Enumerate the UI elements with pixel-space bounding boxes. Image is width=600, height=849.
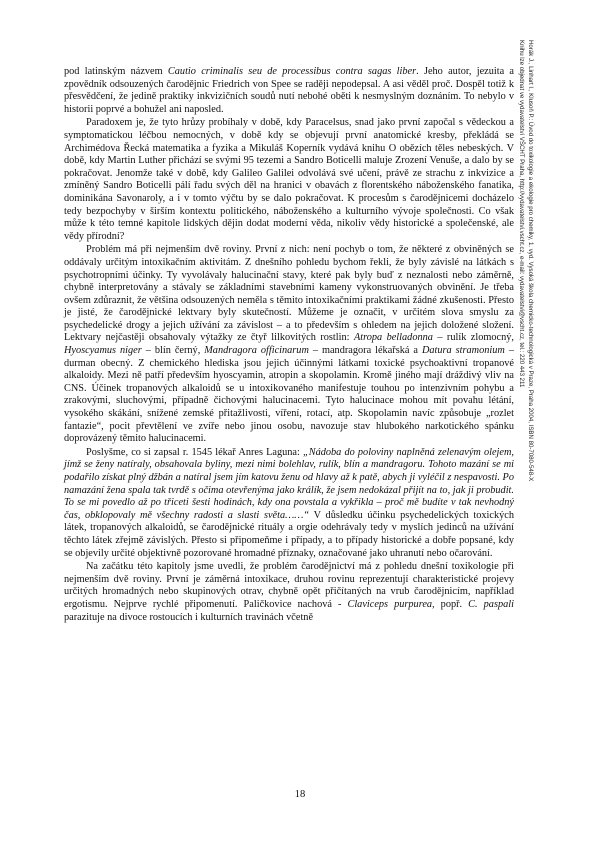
text-run: V důsledku účinku psychedelických toxických látek, tropanových alkaloidů, se čarodějnické rituály a orgie odehrávaly tedy v myslích jedinců na užívání těchto látek zřejmě závislých. Přesto si připomeňme i případy, a to případy historické a dobře popsané, kdy se objevily určité objektivně pozorované hromadné příznaky, označované jako uhranutí nebo očarování. (64, 509, 514, 559)
text-run: – blín černý, (141, 345, 205, 357)
text-run: popř. (434, 598, 469, 610)
text-run: – mandragora lékařská a (308, 345, 422, 357)
text-run: pod latinským názvem (64, 66, 168, 77)
paragraph (64, 66, 514, 116)
paragraph (64, 244, 514, 446)
text-run: Problém má při nejmenším dvě roviny. První z nich: není pochyb o tom, že některé z obviněných se oddávaly určitým intoxikačním aktivitám. Z dnešního pohledu bychom řekli, že byly závislé na látkách s psychotropními účinky. Ty vyvolávaly halucinační stavy, které pak byly buď z neznalosti nebo záměrně, chybně interpretovány a stávaly se základními stavebními kameny vykonstruovaných obvinění. Je třeba ovšem zdůraznit, že většina odsouzených neměla s těmito intoxikačními praktikami žádné zkušenosti. Přesto je jisté, že čarodějnické lektvary byly skutečností. Můžeme je označit, v určitém slova smyslu za psychedelické drogy a jejich užívání za závislost – a to především s ohledem na jejich doložené složení. Lektvary nejčastěji obsahovaly výtažky ze čtyř lilkovitých rostlin: (64, 244, 514, 344)
text-run: Paradoxem je, že tyto hrůzy probíhaly v době, kdy Paracelsus, snad jako první započal s vědeckou a symptomatickou léčbou nemocných, v době kdy se objevují první anatomické kresby, překládá se Archimédova Řecká matematika a fyzika a Mikuláš Koperník vydává knihu O obězích těles nebeských. V době, kdy Martin Luther přichází se svými 95 tezemi a Sandro Boticelli maluje Zrození Venuše, a dalo by se pokračovat. Jenomže také v době, kdy Galileo Galilei odvolává své učení, právě ze strachu z inkvizice a zmíněný Sandro Boticelli pálí řadu svých děl na hranici v obavách z florentského náboženského fanatika, dominikána Savonaroly, a i v tomto výčtu by se dalo pokračovat. K procesům s čarodějnicemi docházelo tedy bezpochyby v širším kontextu politického, náboženského a kulturního vývoje společnosti. Co však může k této temné kapitole lidských dějin dodat moderní věda, nikoliv vědy historické a společenské, ale vědy přírodní? (64, 117, 514, 242)
italic-text: Mandragora officinarum (204, 345, 309, 357)
text-run: – rulík zlomocný, (432, 332, 514, 344)
italic-text: Atropa belladonna (353, 332, 433, 344)
paragraph (64, 447, 514, 560)
italic-text: „Nádoba do poloviny naplněná zelenavým olejem, jímž se ženy natíraly, obsahovala byliny, mezi nimi bolehlav, rulík, blín a mandragoru. Tohoto mazání se mi podařilo získat plný džbán a natíral jsem jím katovu ženu od hlavy až k patě, abych ji vyléčil z nespavosti. Po namazání žena spala tak tvrdě s očima otevřenýma jako králík, že jsem nedokázal přijít na to, jak ji probudit. To se mi povedlo až po třiceti šesti hodinách, kdy ona povstala a vykřikla – proč mě budíte v tak nevhodný čas, obklopovaly mě všechny radosti a slasti světa……“ (64, 446, 514, 521)
paragraph (64, 561, 514, 624)
text-run: Na začátku této kapitoly jsme uvedli, že problém čarodějnictví má z pohledu dnešní toxikologie při nejmenším dvě roviny. První je záměrná intoxikace, druhou rovinu reprezentují charakteristické projevy určitých hromadných nebo skupinových otrav, chybně opět přičítaných na vrub čarodějnicím, například ergotismu. Nejprve rychlé připomenutí. Paličkovice nachová - (64, 561, 514, 610)
page-number: 18 (294, 789, 306, 800)
italic-text: Datura stramonium (421, 345, 505, 357)
side-citation-line-2: Knihu lze objednat ve vydavatelství VŠCHT Praha, http://vydavatelstvi.vscht.cz, e-mail: vydavatelstvi@vscht.cz, tel.: 220 443 211 (518, 40, 525, 388)
text-run: . Jeho autor, jezuita a zpovědník odsouzených čarodějnic Friedrich von Spee se raději nepodepsal. A asi věděl proč. Dospěl totiž k přesvědčení, že jedině praktiky inkvizičních soudů nutí nebohé oběti k nesmyslným doznáním. To nebylo v historii poprvé a bohužel ani naposled. (64, 66, 514, 115)
side-citation-line-1: Horák J., Linhart I., Klusoň P.: Úvod do toxikologie a ekologie pro chemiky, 1. vyd. Vysoká škola chemicko-technologická v Praze, Praha 2004, ISBN 80-7080-548-X (527, 40, 534, 482)
italic-text: Claviceps purpurea, (347, 598, 435, 610)
italic-text: Cautio criminalis seu de processibus contra sagas liber (167, 66, 417, 77)
italic-text: C. paspali (468, 598, 514, 610)
italic-text: Hyoscyamus niger (64, 345, 142, 357)
paragraph (64, 117, 514, 243)
text-run: parazituje na divoce rostoucích i kulturních travinách včetně (64, 611, 314, 623)
text-run: Poslyšme, co si zapsal r. 1545 lékař Anres Laguna: (86, 446, 303, 458)
body-text (64, 66, 514, 625)
text-run: – durman obecný. Z chemického hlediska jsou jejich účinnými látkami toxické psychoaktivní tropanové alkaloidy. Mezi ně patří především hyoscyamin, atropin a skopolamin. Kromě jiného mají dráždivý vliv na CNS. Účinek tropanových alkaloidů se u intoxikovaného manifestuje touhou po intenzivním pohybu a zrakovými, sluchovými, případně čichovými halucinacemi. Tyto halucinace mohou mít povahu létání, vysokého skákání, snížené zemské přitažlivosti, víření, rotací, atp. Skopolamin navíc způsobuje „rozlet fantazie“, pocit převtělení ve zvíře nebo jinou osobu, navozuje stav hlubokého narkotického spánku doprovázený těmito halucinacemi. (64, 345, 514, 445)
